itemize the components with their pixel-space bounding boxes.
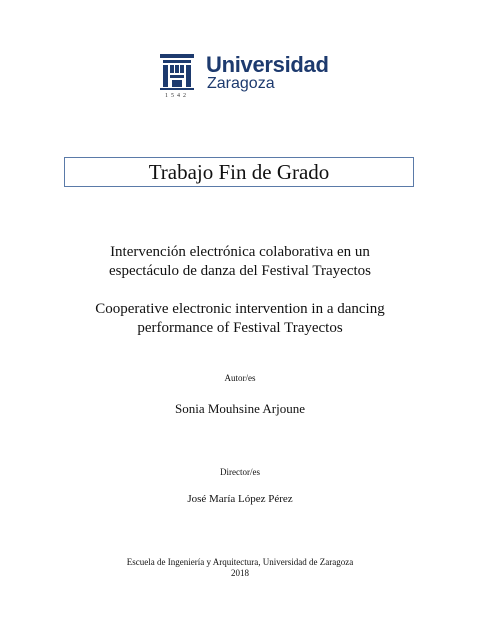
title-english-line: Cooperative electronic intervention in a dancing [95, 301, 385, 317]
document-year: 2018 [231, 568, 249, 578]
director-name: José María López Pérez [187, 493, 293, 505]
title-spanish-line: espectáculo de danza del Festival Trayectos [108, 263, 371, 279]
title-spanish-line: Intervención electrónica colaborativa en un [110, 244, 370, 260]
logo-year: 1542 [165, 93, 189, 99]
university-emblem-icon [160, 54, 194, 90]
title-spanish [0, 243, 480, 281]
director-label: Director/es [220, 467, 260, 477]
school-name: Escuela de Ingeniería y Arquitectura, Universidad de Zaragoza [126, 557, 354, 567]
title-english [0, 300, 480, 338]
university-logo [160, 54, 330, 106]
logo-name-line2: Zaragoza [207, 75, 275, 92]
document-type-title [64, 157, 414, 187]
author-name: Sonia Mouhsine Arjoune [175, 401, 305, 416]
title-english-line: performance of Festival Trayectos [137, 320, 343, 336]
school-info [0, 557, 480, 579]
author-label: Autor/es [224, 373, 256, 383]
document-type-title-text: Trabajo Fin de Grado [148, 159, 330, 184]
logo-name-line1: Universidad [206, 52, 329, 77]
